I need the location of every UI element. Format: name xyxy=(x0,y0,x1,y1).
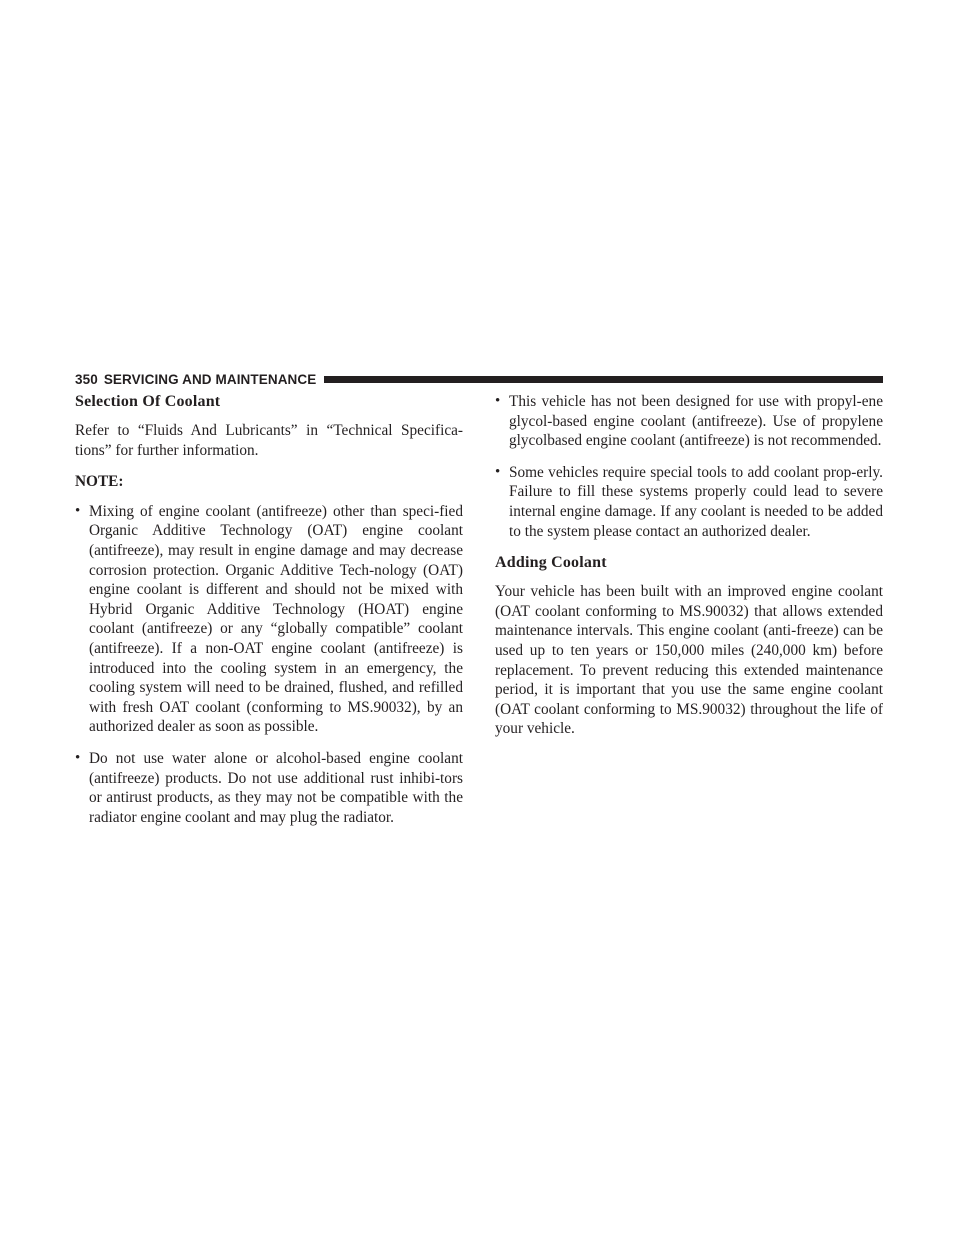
bullet-text: Mixing of engine coolant (antifreeze) other than speci-fied Organic Additive Technology (OAT) engine coolant (antifreeze), may result in engine damage and may decrease corrosion protection. Organic Additive Tech-nology (OAT) engine coolant is different and should not be mixed with Hybrid Organic Additive Technology (HOAT) engine coolant (antifreeze) or any “globally compatible” coolant (antifreeze). If a non-OAT engine coolant (antifreeze) is introduced into the cooling system in an emergency, the cooling system will need to be drained, flushed, and refilled with fresh OAT coolant (conforming to MS.90032), by an authorized dealer as soon as possible. xyxy=(89,502,463,736)
section-title: SERVICING AND MAINTENANCE xyxy=(103,371,317,387)
bullet-icon: • xyxy=(75,502,81,519)
header-rule xyxy=(324,376,883,383)
bullet-text: Do not use water alone or alcohol-based engine coolant (antifreeze) products. Do not use additional rust inhibi-tors or antirust products, as they may not be compatible with the radiator engine coolant and may plug the radiator. xyxy=(89,749,463,826)
right-column xyxy=(495,392,883,751)
list-item xyxy=(495,392,883,451)
page-header xyxy=(75,370,883,388)
selection-of-coolant-heading: Selection Of Coolant xyxy=(75,393,221,410)
bullet-text: Some vehicles require special tools to add coolant prop-erly. Failure to fill these systems properly could lead to severe internal engine damage. If any coolant is needed to be added to the system please contact an authorized dealer. xyxy=(509,463,883,540)
list-item xyxy=(75,502,463,737)
note-label: NOTE: xyxy=(75,473,124,491)
right-bullet-list xyxy=(495,392,883,541)
bullet-icon: • xyxy=(495,393,501,409)
bullet-text: This vehicle has not been designed for use with propyl-ene glycol-based engine coolant (antifreeze). Use of propylene glycolbased engine coolant (antifreeze) is not recommended. xyxy=(509,393,883,450)
bullet-icon: • xyxy=(495,463,501,480)
adding-coolant-heading: Adding Coolant xyxy=(495,554,607,572)
list-item xyxy=(75,749,463,827)
page-number: 350 xyxy=(75,371,98,387)
left-column xyxy=(75,392,463,839)
list-item xyxy=(495,463,883,541)
bullet-icon: • xyxy=(75,749,81,766)
intro-paragraph: Refer to “Fluids And Lubricants” in “Technical Specifica-tions” for further information. xyxy=(75,422,463,459)
adding-coolant-paragraph: Your vehicle has been built with an improved engine coolant (OAT coolant conforming to MS.90032) that allows extended maintenance intervals. This engine coolant (anti-freeze) can be used up to ten years or 150,000 miles (240,000 km) before replacement. To prevent reducing this extended maintenance period, it is important that you use the same engine coolant (OAT coolant conforming to MS.90032) throughout the life of your vehicle. xyxy=(495,583,883,738)
note-bullet-list xyxy=(75,502,463,828)
